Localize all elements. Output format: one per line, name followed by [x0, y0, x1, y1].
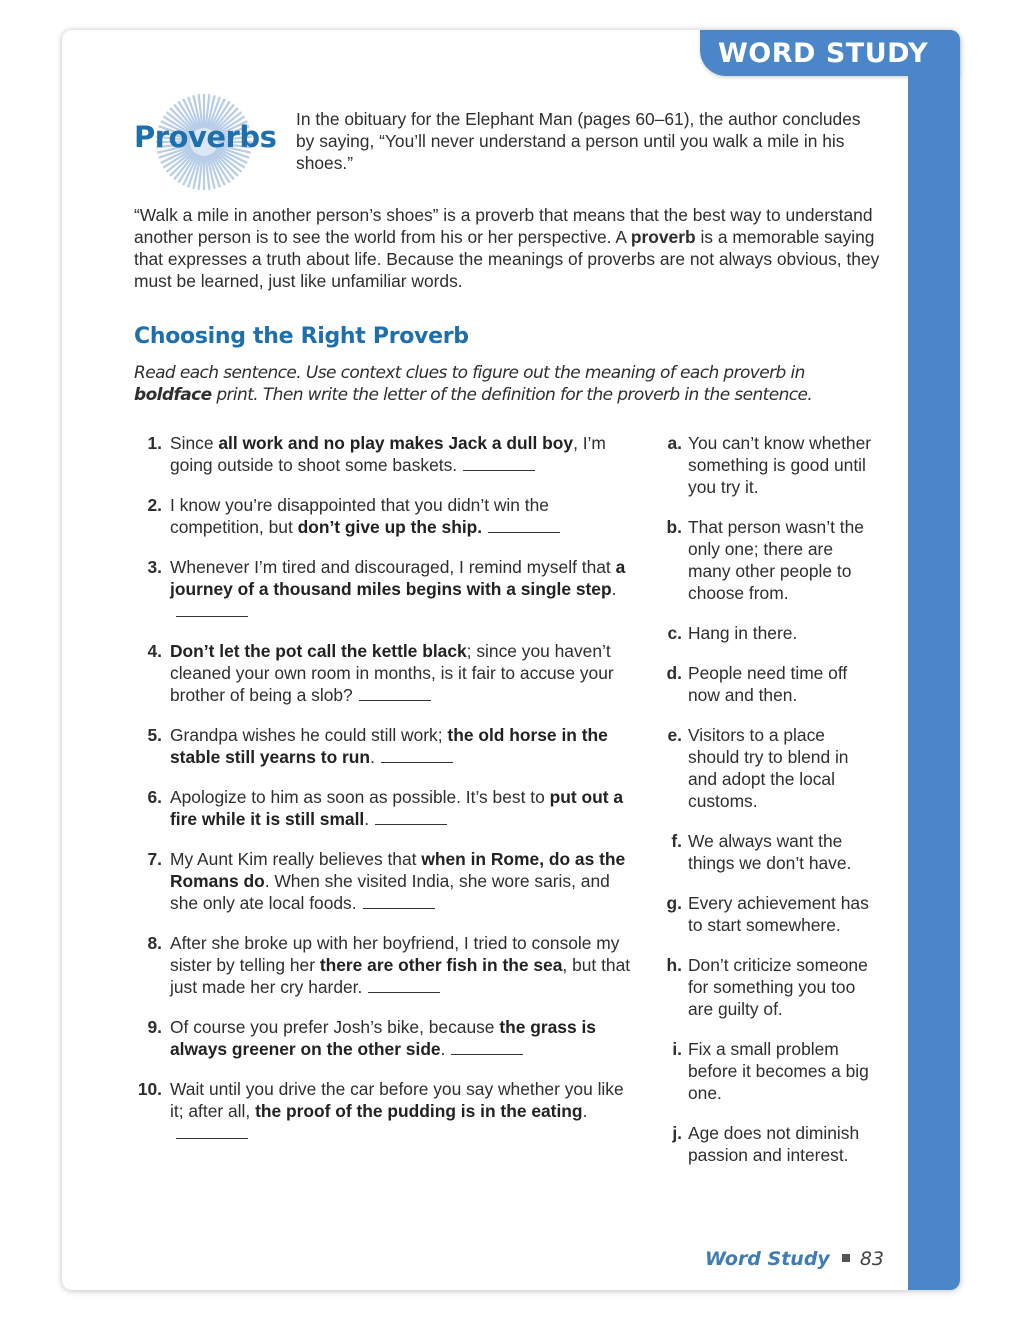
definition-letter: e.: [667, 725, 682, 745]
section-banner: [700, 30, 960, 76]
definition-paragraph: “Walk a mile in another person’s shoes” is a proverb that means that the best way to understand another person is to see the world from his or her perspective. A proverb is a memorable saying that expresses a truth about life. Because the meanings of proverbs are not always obvious, they must be learned, just like unfamiliar words.: [134, 205, 880, 291]
question-text-pre: Of course you prefer Josh’s bike, because: [170, 1017, 500, 1037]
question-text-pre: My Aunt Kim really believes that: [170, 849, 422, 869]
question-text-pre: Wait until you drive the car before you say whether you like it; after all,: [170, 1079, 624, 1121]
definition-letter: h.: [666, 955, 682, 975]
question-item: [134, 556, 634, 622]
definition-text: You can’t know whether something is good until you try it.: [688, 433, 872, 497]
intro-text: In the obituary for the Elephant Man (pages 60–61), the author concludes by saying, “You’ll never understand a person until you walk a mile in his shoes.”: [296, 109, 861, 173]
definition-text: People need time off now and then.: [688, 663, 848, 705]
question-list: [134, 432, 634, 1162]
proverbs-logo: [134, 92, 277, 192]
answer-blank[interactable]: [488, 531, 560, 533]
question-text-pre: Grandpa wishes he could still work;: [170, 725, 448, 745]
question-text-post: .: [364, 809, 370, 829]
section-title: Choosing the Right Proverb: [134, 324, 469, 349]
question-number: 3.: [147, 557, 162, 577]
proverb-bold: Don’t let the pot call the kettle black: [170, 641, 467, 661]
question-item: [134, 640, 634, 706]
definition-text: Visitors to a place should try to blend in and adopt the local customs.: [688, 725, 849, 811]
question-text-pre: Since: [170, 433, 219, 453]
definition-item: [660, 432, 880, 498]
question-text-pre: Apologize to him as soon as possible. It’s best to: [170, 787, 550, 807]
question-number: 7.: [147, 849, 162, 869]
question-item: [134, 786, 634, 830]
question-text-post: . When she visited India, she wore saris, and she only ate local foods.: [170, 871, 610, 913]
answer-blank[interactable]: [176, 1137, 248, 1139]
definition-text: Age does not diminish passion and interest.: [688, 1123, 860, 1165]
logo-title: Proverbs: [134, 120, 277, 154]
definition-text: Every achievement has to start somewhere.: [688, 893, 869, 935]
definition-text: Hang in there.: [688, 623, 798, 643]
square-bullet-icon: [842, 1254, 850, 1262]
question-item: [134, 1016, 634, 1060]
definition-item: [660, 516, 880, 604]
question-text-post: .: [582, 1101, 588, 1121]
proverb-bold: when in Rome, do as the Romans do: [170, 849, 626, 891]
page-footer: [705, 1248, 884, 1270]
question-number: 8.: [147, 933, 162, 953]
definition-item: [660, 1038, 880, 1104]
answer-blank[interactable]: [375, 823, 447, 825]
definition-letter: g.: [666, 893, 682, 913]
question-item: [134, 724, 634, 768]
question-number: 6.: [147, 787, 162, 807]
question-item: [134, 932, 634, 998]
question-number: 1.: [147, 433, 162, 453]
question-text-post: , I’m going outside to shoot some baskets.: [170, 433, 606, 475]
definition-letter: f.: [671, 831, 682, 851]
proverb-bold: the old horse in the stable still yearns to run: [170, 725, 608, 767]
question-text-pre: After she broke up with her boyfriend, I tried to console my sister by telling her: [170, 933, 620, 975]
worksheet-page: [62, 30, 960, 1290]
definition-letter: d.: [666, 663, 682, 683]
question-number: 5.: [147, 725, 162, 745]
answer-blank[interactable]: [363, 907, 435, 909]
proverb-bold: the grass is always greener on the other side: [170, 1017, 596, 1059]
definition-letter: a.: [667, 433, 682, 453]
answer-blank[interactable]: [368, 991, 440, 993]
instructions: Read each sentence. Use context clues to figure out the meaning of each proverb in boldface print. Then write the letter of the definition for the proverb in the sentence.: [134, 363, 813, 405]
proverb-bold: put out a fire while it is still small: [170, 787, 624, 829]
answer-blank[interactable]: [451, 1053, 523, 1055]
proverb-bold: a journey of a thousand miles begins with a single step: [170, 557, 626, 599]
side-accent-bar: [908, 30, 960, 1290]
definition-item: [660, 1122, 880, 1166]
definition-letter: c.: [667, 623, 682, 643]
definition-item: [660, 830, 880, 874]
answer-blank[interactable]: [381, 761, 453, 763]
question-item: [134, 494, 634, 538]
definition-list: [660, 432, 880, 1184]
answer-blank[interactable]: [176, 615, 248, 617]
answer-blank[interactable]: [359, 699, 431, 701]
proverb-bold: the proof of the pudding is in the eating: [255, 1101, 583, 1121]
question-item: [134, 848, 634, 914]
definition-item: [660, 954, 880, 1020]
question-item: [134, 1078, 634, 1144]
definition-item: [660, 724, 880, 812]
proverb-term: proverb: [630, 227, 696, 247]
question-number: 9.: [147, 1017, 162, 1037]
answer-blank[interactable]: [463, 469, 535, 471]
definition-text: That person wasn’t the only one; there are many other people to choose from.: [688, 517, 864, 603]
definition-text: Don’t criticize someone for something you too are guilty of.: [688, 955, 868, 1019]
question-number: 2.: [147, 495, 162, 515]
proverb-bold: don’t give up the ship.: [297, 517, 483, 537]
question-text-pre: I know you’re disappointed that you didn’t win the competition, but: [170, 495, 549, 537]
question-text-post: ; since you haven’t cleaned your own room in months, is it fair to accuse your brother of being a slob?: [170, 641, 614, 705]
question-text-post: .: [440, 1039, 446, 1059]
definition-letter: j.: [672, 1123, 682, 1143]
question-text-post: .: [611, 579, 617, 599]
question-text-post: , but that just made her cry harder.: [170, 955, 631, 997]
question-item: [134, 432, 634, 476]
question-number: 10.: [137, 1079, 162, 1099]
definition-item: [660, 892, 880, 936]
question-number: 4.: [147, 641, 162, 661]
banner-title: WORD STUDY: [718, 37, 929, 69]
question-text-post: .: [370, 747, 375, 767]
proverb-bold: all work and no play makes Jack a dull boy: [218, 433, 574, 453]
definition-item: [660, 622, 880, 644]
question-text-pre: Whenever I’m tired and discouraged, I remind myself that: [170, 557, 616, 577]
definition-text: We always want the things we don’t have.: [688, 831, 852, 873]
definition-letter: b.: [666, 517, 682, 537]
definition-item: [660, 662, 880, 706]
definition-text: Fix a small problem before it becomes a big one.: [688, 1039, 869, 1103]
proverb-bold: there are other fish in the sea: [319, 955, 563, 975]
page-number: 83: [859, 1248, 884, 1270]
footer-title: Word Study: [704, 1248, 830, 1270]
definition-letter: i.: [672, 1039, 682, 1059]
